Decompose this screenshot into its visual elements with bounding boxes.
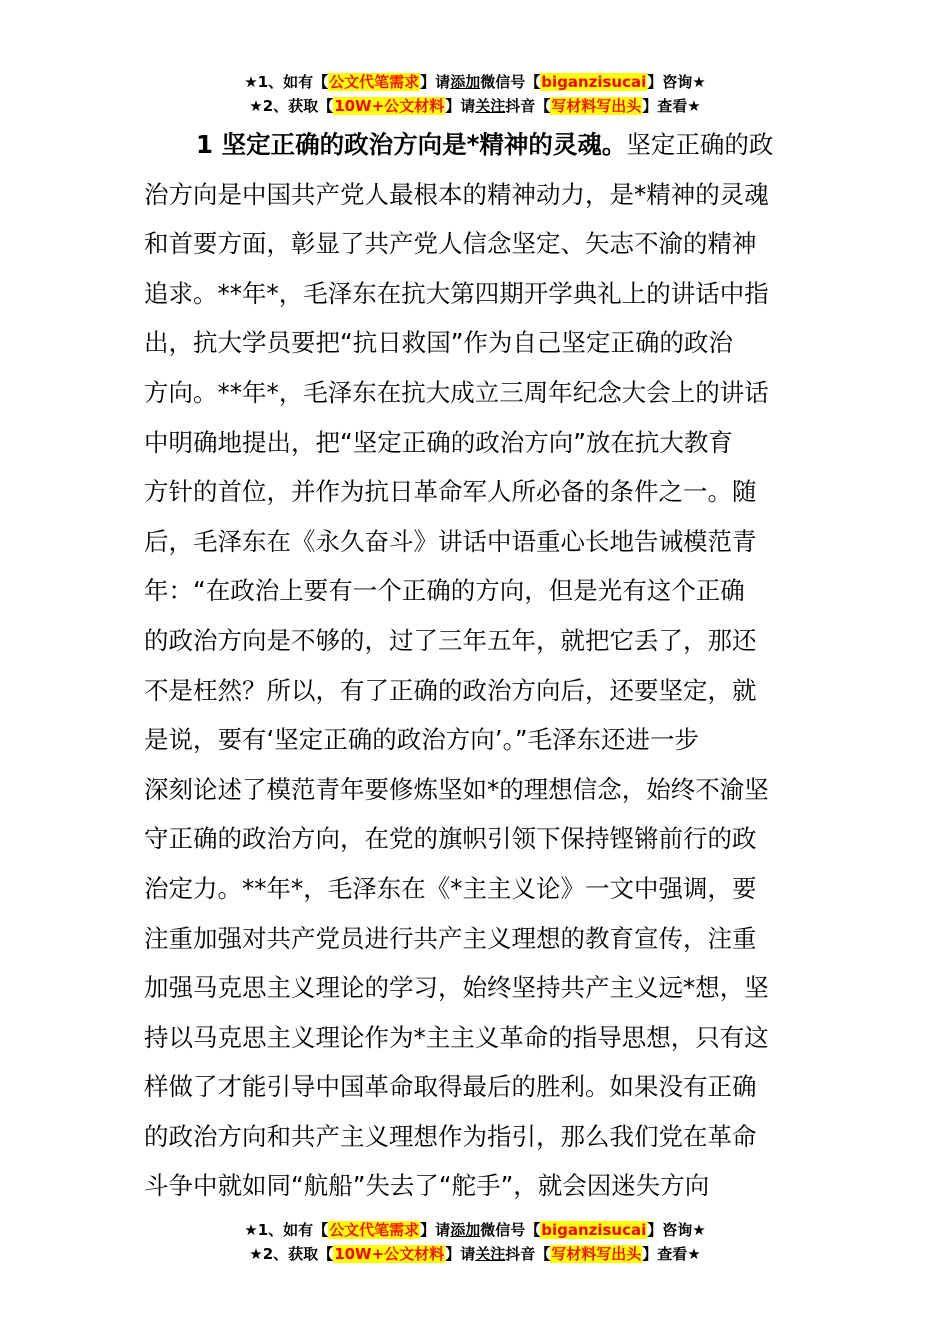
- banner-underlined-text: 关注: [475, 97, 506, 115]
- footer-banner-line-2: [0, 1242, 950, 1266]
- body-line: 是说，要有‘坚定正确的政治方向’。”毛泽东还进一步: [144, 725, 700, 755]
- banner-text: 抖音【: [505, 1245, 551, 1263]
- banner-prefix: ★2、获取【: [249, 1245, 334, 1263]
- banner-suffix: 】咨询★: [647, 73, 706, 91]
- banner-text: 】请: [420, 73, 451, 91]
- body-line: 的政治方向和共产主义理想作为指引，那么我们党在革命: [144, 1121, 757, 1151]
- header-banner: [0, 70, 950, 118]
- banner-suffix: 】咨询★: [647, 1221, 706, 1239]
- banner-highlight: 10W+公文材料: [334, 1245, 445, 1263]
- banner-text: 】请: [445, 1245, 476, 1263]
- header-banner-line-2: [0, 94, 950, 118]
- banner-highlight: biganzisucai: [541, 73, 647, 91]
- banner-prefix: ★2、获取【: [249, 97, 334, 115]
- body-line: 加强马克思主义理论的学习，始终坚持共产主义远*想，坚: [144, 973, 769, 1003]
- header-banner-line-1: [0, 70, 950, 94]
- paragraph-first-line: [144, 120, 804, 170]
- banner-text: 微信号【: [480, 1221, 541, 1239]
- body-line: 方向。**年*，毛泽东在抗大成立三周年纪念大会上的讲话: [144, 377, 769, 407]
- banner-text: 微信号【: [480, 73, 541, 91]
- banner-text: 】请: [445, 97, 476, 115]
- body-line: 样做了才能引导中国革命取得最后的胜利。如果没有正确: [144, 1072, 757, 1102]
- document-body: [144, 120, 804, 1211]
- banner-underlined-text: 关注: [475, 1245, 506, 1263]
- body-line: 追求。**年*，毛泽东在抗大第四期开学典礼上的讲话中指: [144, 278, 769, 308]
- banner-underlined-text: 添加: [450, 73, 481, 91]
- banner-underlined-text: 添加: [450, 1221, 481, 1239]
- footer-banner: [0, 1218, 950, 1266]
- body-line: 出，抗大学员要把“抗日救国”作为自己坚定正确的政治: [144, 328, 733, 358]
- banner-prefix: ★1、如有【: [244, 73, 329, 91]
- body-line: 深刻论述了模范青年要修炼坚如*的理想信念，始终不渝坚: [144, 774, 769, 804]
- body-line: 年：“在政治上要有一个正确的方向，但是光有这个正确: [144, 576, 745, 606]
- banner-suffix: 】查看★: [642, 1245, 701, 1263]
- body-line: 和首要方面，彰显了共产党人信念坚定、矢志不渝的精神: [144, 229, 757, 259]
- body-line: 中明确地提出，把“坚定正确的政治方向”放在抗大教育: [144, 427, 733, 457]
- banner-prefix: ★1、如有【: [244, 1221, 329, 1239]
- banner-highlight: 写材料写出头: [551, 1245, 642, 1263]
- banner-highlight: 公文代笔需求: [329, 73, 420, 91]
- banner-text: 抖音【: [505, 97, 551, 115]
- banner-highlight: 10W+公文材料: [334, 97, 445, 115]
- section-heading: 1 坚定正确的政治方向是*精神的灵魂。: [196, 130, 627, 159]
- body-line: 注重加强对共产党员进行共产主义理想的教育宣传，注重: [144, 923, 757, 953]
- banner-highlight: 公文代笔需求: [329, 1221, 420, 1239]
- body-line: 持以马克思主义理论作为*主主义革命的指导思想，只有这: [144, 1022, 769, 1052]
- banner-text: 】请: [420, 1221, 451, 1239]
- footer-banner-line-1: [0, 1218, 950, 1242]
- body-line: 方针的首位，并作为抗日革命军人所必备的条件之一。随: [144, 477, 757, 507]
- body-line: 不是枉然？所以，有了正确的政治方向后，还要坚定，就: [144, 675, 757, 705]
- body-line: 治方向是中国共产党人最根本的精神动力，是*精神的灵魂: [144, 179, 769, 209]
- banner-highlight: 写材料写出头: [551, 97, 642, 115]
- body-text: 坚定正确的政: [626, 130, 774, 159]
- banner-suffix: 】查看★: [642, 97, 701, 115]
- body-line: 守正确的政治方向，在党的旗帜引领下保持铿锵前行的政: [144, 824, 757, 854]
- body-line: 治定力。**年*，毛泽东在《*主主义论》一文中强调，要: [144, 873, 757, 903]
- banner-highlight: biganzisucai: [541, 1221, 647, 1239]
- body-line: 斗争中就如同“航船”失去了“舵手”，就会因迷失方向: [144, 1171, 710, 1201]
- body-line: 后，毛泽东在《永久奋斗》讲话中语重心长地告诫模范青: [144, 526, 757, 556]
- body-line: 的政治方向是不够的，过了三年五年，就把它丢了，那还: [144, 625, 757, 655]
